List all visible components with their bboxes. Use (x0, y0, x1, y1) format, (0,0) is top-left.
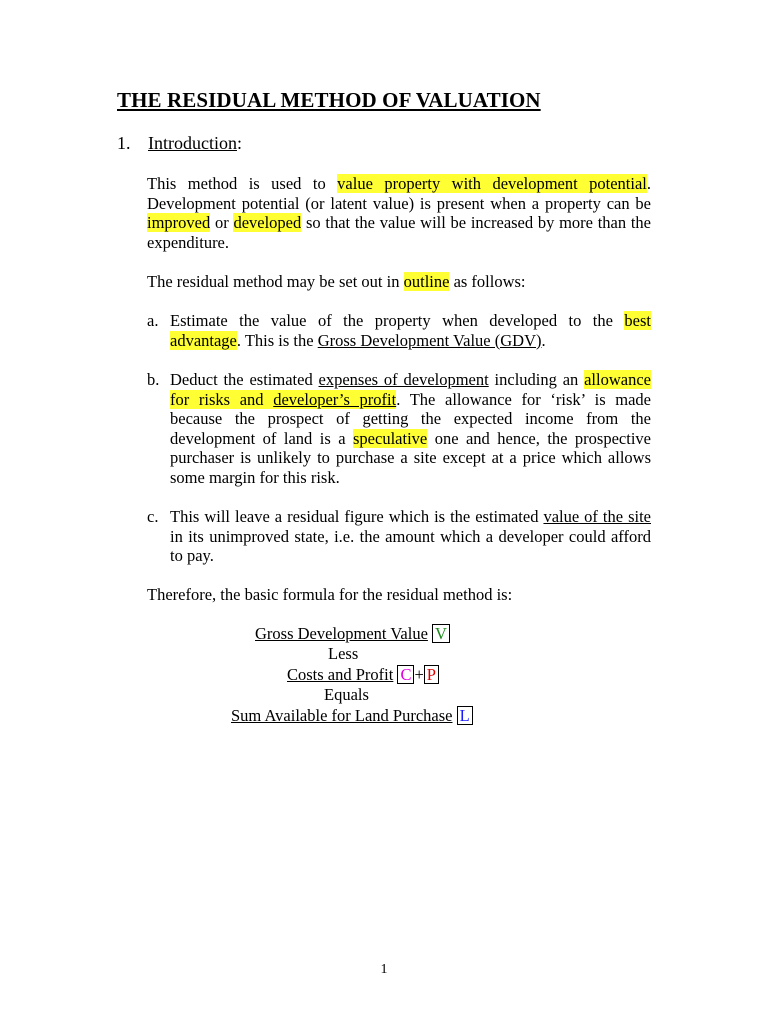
list-text (170, 507, 651, 566)
formula-line-sum (231, 706, 473, 726)
list-label: c. (147, 507, 159, 526)
intro-paragraph (147, 174, 651, 252)
document-title: THE RESIDUAL METHOD OF VALUATION (117, 88, 541, 112)
list-item-a (147, 311, 651, 350)
formula-line-less: Less (328, 644, 359, 663)
highlight-text: best advantage (170, 311, 651, 350)
list-label: a. (147, 311, 159, 330)
highlight-text: allowance for risks and (170, 370, 651, 409)
list-item-b (147, 370, 651, 488)
highlight-text: outline (403, 272, 450, 291)
highlight-text: value property with development potential (337, 174, 647, 193)
text-run: . (541, 330, 546, 350)
formula-label: Costs and Profit (287, 665, 394, 684)
list-text (170, 370, 651, 488)
page-number: 1 (380, 962, 388, 977)
text-run: Estimate the value of the property when developed to the (170, 311, 625, 330)
formula-symbol-l: L (457, 706, 473, 725)
text-run: so that the value will be increased by more than the expenditure. (147, 213, 651, 252)
formula-symbol-c: C (397, 665, 414, 684)
text-run: . The allowance for ‘risk’ is made because the prospect of getting the expected income from the development of land is a (170, 389, 651, 448)
section-number: 1. (117, 133, 131, 153)
highlight-text: speculative (353, 428, 428, 448)
text-run: This will leave a residual figure which is the estimated (170, 507, 544, 526)
formula-label: Sum Available for Land Purchase (231, 706, 453, 725)
formula-line-costs (287, 665, 439, 685)
text-run: . This is the (236, 330, 318, 350)
formula-line-equals: Equals (324, 685, 369, 704)
text-run: This method is used to (147, 174, 338, 193)
text-run: . Development potential (or latent value) is present when a property can be (147, 174, 651, 213)
highlight-text: improved (147, 213, 211, 233)
formula-label: Gross Development Value (255, 624, 428, 643)
formula-line-gdv (255, 624, 450, 644)
text-run: in its unimproved state, i.e. the amount which a developer could afford to pay. (170, 526, 651, 566)
underlined-text: value of the site (543, 507, 651, 526)
text-run: one and hence, the prospective purchaser is unlikely to purchase a site except at a price which allows some margin for this risk. (170, 428, 651, 487)
text-run: or (210, 213, 234, 233)
list-text (170, 311, 651, 350)
highlight-underlined-text: developer’s profit (273, 389, 397, 409)
text-run: The residual method may be set out in (147, 272, 404, 291)
outline-paragraph (147, 272, 651, 292)
underlined-text: expenses of development (318, 370, 489, 389)
section-colon: : (236, 133, 242, 153)
formula-intro-paragraph: Therefore, the basic formula for the residual method is: (147, 585, 513, 604)
text-run: as follows: (449, 272, 526, 291)
text-run: including an (488, 370, 585, 389)
list-item-c (147, 507, 651, 566)
formula-symbol-v: V (432, 624, 450, 643)
underlined-text: Gross Development Value (GDV) (317, 330, 542, 350)
formula-symbol-p: P (424, 665, 439, 684)
section-title: Introduction (148, 133, 237, 153)
section-heading (117, 133, 242, 154)
highlight-text: developed (233, 213, 302, 233)
text-run: Deduct the estimated (170, 370, 319, 389)
list-label: b. (147, 370, 160, 389)
formula-plus: + (414, 665, 424, 684)
